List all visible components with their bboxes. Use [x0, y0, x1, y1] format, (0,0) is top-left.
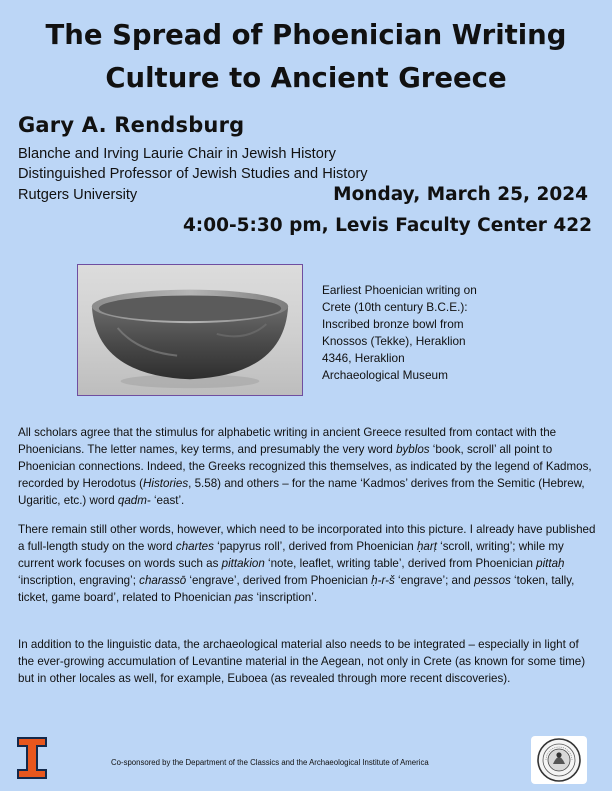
paragraph-3: In addition to the linguistic data, the archaeological material also needs to be integrated – especially in light of the ever-growing accumulation of Levantine material in the Aegean, not only in Crete (as known for some time) but in other locales as well, for example, Euboea (as revealed through more recent discoveries).	[18, 638, 586, 685]
speaker-affiliation-1: Blanche and Irving Laurie Chair in Jewish History	[18, 146, 336, 162]
bronze-bowl-photo	[77, 264, 303, 396]
cosponsor-text: Co-sponsored by the Department of the Classics and the Archaeological Institute of America	[111, 758, 429, 767]
title-line-1: The Spread of Phoenician Writing	[45, 19, 567, 51]
event-date: Monday, March 25, 2024	[333, 184, 588, 205]
title-line-2: Culture to Ancient Greece	[105, 62, 507, 94]
paragraph-1: All scholars agree that the stimulus for alphabetic writing in ancient Greece resulted from contact with the Phoenicians. The letter names, key terms, and presumably the very word byblos ‘book, scroll’ all point to Phoenician connections. Indeed, the Greeks recognized this themselves, as indicated by the legend of Kadmos, recorded by Herodotus (Histories, 5.58) and others – for the name ‘Kadmos’ derives from the Semitic (Hebrew, Ugaritic, etc.) word qadm- ‘east’.	[18, 426, 592, 507]
speaker-affiliation-3: Rutgers University	[18, 187, 138, 203]
bronze-bowl-icon	[78, 265, 302, 395]
page-title	[0, 14, 612, 100]
speaker-name: Gary A. Rendsburg	[18, 113, 245, 137]
event-time-location: 4:00-5:30 pm, Levis Faculty Center 422	[182, 215, 592, 236]
block-i-logo-icon	[16, 736, 48, 780]
speaker-affiliation-2: Distinguished Professor of Jewish Studies and History	[18, 166, 368, 182]
image-caption: Earliest Phoenician writing on Crete (10th century B.C.E.): Inscribed bronze bowl from Knossos (Tekke), Heraklion 4346, Heraklion Archaeological Museum	[322, 283, 477, 382]
paragraph-2: There remain still other words, however, which need to be incorporated into this picture. I already have published a full-length study on the word chartes ‘papyrus roll’, derived from Phoenician ḥarṭ ‘scroll, writing’; while my current work focuses on words such as pittakion ‘note, leaflet, writing table’, derived from Phoenician pittaḥ ‘inscription, engraving’; charassō ‘engrave’, derived from Phoenician ḥ-r-š ‘engrave’; and pessos ‘token, tally, ticket, game board’, related to Phoenician pas ‘inscription’.	[18, 523, 596, 604]
aia-seal-icon	[531, 736, 587, 784]
